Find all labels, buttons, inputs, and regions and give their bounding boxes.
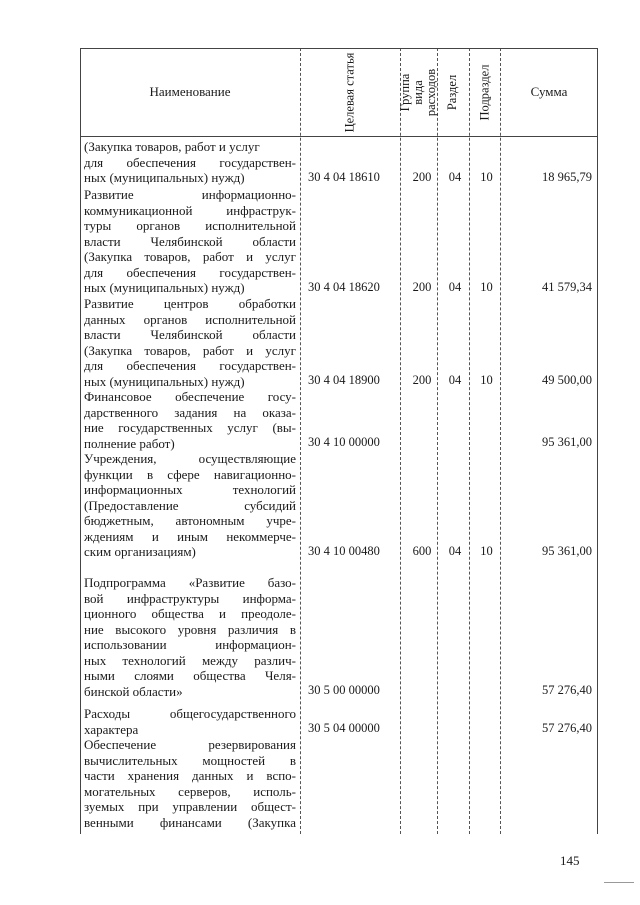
header-amount: Сумма [530, 84, 568, 99]
section-code: 04 [448, 170, 462, 184]
subsection-code: 10 [480, 170, 493, 184]
row-name: (Закупка товаров, работ и услуг для обеспечения государствен- ных (муниципальных) нужд) [84, 139, 296, 185]
target-item-code: 30 4 04 18900 [308, 373, 380, 387]
budget-table [80, 48, 598, 834]
scan-edge-mark [604, 882, 634, 883]
table-border-left [80, 48, 81, 834]
row-name: Финансовое обеспечение госу- дарственного задания на оказа- ние государственных услуг (вы- полнение работ) [84, 389, 296, 451]
subsection-code: 10 [480, 280, 493, 294]
amount-value: 57 276,40 [542, 721, 592, 735]
page-number: 145 [560, 853, 580, 868]
header-divider [80, 136, 598, 137]
section-code: 04 [448, 544, 462, 558]
amount-value: 41 579,34 [542, 280, 592, 294]
row-name: Развитие центров обработки данных органов исполнительной власти Челябинской области (Закупка товаров, работ и услуг для обеспечения государствен- ных (муниципальных) нужд) [84, 296, 296, 389]
row-name: Обеспечение резервирования вычислительных мощностей в части хранения данных и вспо- могательных серверов, исполь- зуемых при управлении общест- венными финансами (Закупка [84, 737, 296, 830]
header-name: Наименование [149, 84, 231, 99]
row-name: Развитие информационно- коммуникационной инфраструк- туры органов исполнительной власти Челябинской области (Закупка товаров, работ и услуг для обеспечения государствен- ных (муниципальных) нужд) [84, 187, 296, 295]
expense-group-code: 200 [412, 170, 432, 184]
column-divider [437, 48, 438, 834]
expense-group-code: 200 [412, 280, 432, 294]
subsection-code: 10 [480, 373, 493, 387]
section-code: 04 [448, 280, 462, 294]
section-code: 04 [448, 373, 462, 387]
target-item-code: 30 4 10 00000 [308, 435, 380, 449]
target-item-code: 30 5 00 00000 [308, 683, 380, 697]
amount-value: 18 965,79 [542, 170, 592, 184]
amount-value: 95 361,00 [542, 435, 592, 449]
target-item-code: 30 4 04 18610 [308, 170, 380, 184]
header-section: Раздел [445, 74, 460, 110]
target-item-code: 30 5 04 00000 [308, 721, 380, 735]
expense-group-code: 600 [412, 544, 432, 558]
expense-group-code: 200 [412, 373, 432, 387]
target-item-code: 30 4 10 00480 [308, 544, 380, 558]
column-divider [300, 48, 301, 834]
header-target-item: Целевая статья [342, 52, 357, 132]
amount-value: 57 276,40 [542, 683, 592, 697]
column-divider [469, 48, 470, 834]
row-name: Расходы общегосударственного характера [84, 706, 296, 737]
column-divider [400, 48, 401, 834]
row-name: Учреждения, осуществляющие функции в сфере навигационно- информационных технологий (Предоставление субсидий бюджетным, автономным учре- ждениям и иным некоммерче- ским организациям) [84, 451, 296, 559]
target-item-code: 30 4 04 18620 [308, 280, 380, 294]
amount-value: 49 500,00 [542, 373, 592, 387]
table-border-right [597, 48, 598, 834]
subsection-code: 10 [480, 544, 493, 558]
column-divider [500, 48, 501, 834]
amount-value: 95 361,00 [542, 544, 592, 558]
row-name: Подпрограмма «Развитие базо- вой инфраструктуры информа- ционного общества и преодоле- ние высокого уровня различия в использовании информацион- ных технологий между различ- ными слоями общества Челя- бинской области» [84, 575, 296, 699]
header-subsection: Подраздел [477, 64, 491, 120]
header-exp-group: Группа вида расходов [398, 68, 439, 116]
